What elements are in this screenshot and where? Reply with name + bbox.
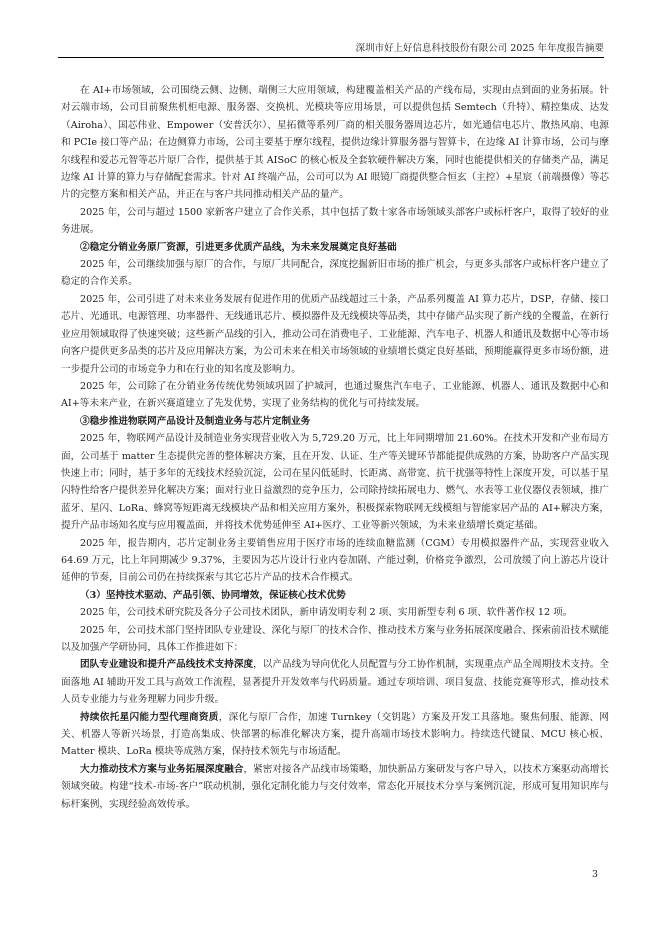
body-paragraph: 2025 年，公司与超过 1500 家新客户建立了合作关系，其中包括了数十家各市场领域头部客户或标杆客户，取得了较好的业务进展。: [61, 206, 609, 236]
page-number: 3: [592, 869, 598, 880]
lead-paragraph: [61, 709, 609, 761]
lead-body: ，紧密对接各产品线市场策略，加快新品方案研发与客户导入，以技术方案驱动高增长领域突破。构建“技术-市场-客户”联动机制，强化定制化能力与交付效率，常态化开展技术分享与案例沉淀，形成可复用知识库与标杆案例，实现经验高效传承。: [61, 763, 610, 810]
section-heading: ③稳步推进物联网产品设计及制造业务与芯片定制业务: [80, 415, 311, 427]
lead-phrase: 团队专业建设和提升产品线技术支持深度: [80, 659, 254, 671]
body-paragraph: 2025 年，公司引进了对未来业务发展有促进作用的优质产品线超过三十条，产品系列覆盖 AI 算力芯片，DSP，存储、接口芯片、光通讯、电源管理、功率器件、无线通讯芯片、模拟器件及无线模块等品类，其中存储产品实现了新产线的全覆盖，在新行业应用领域取得了快速突破；这些新产品线的引入，推动公司在消费电子、工业能源、汽车电子、机器人和通讯及数据中心等市场向客户提供更多品类的芯片及应用解决方案，为公司未来在相关市场领域的业绩增长奠定良好基础，预期能赢得更多市场份额，进一步提升公司的市场竞争力和在行业的知名度及影响力。: [61, 293, 609, 375]
body-paragraph: 2025 年，公司技术研究院及各分子公司技术团队，新申请发明专利 2 项、实用新型专利 6 项、软件著作权 12 项。: [80, 607, 573, 619]
body-paragraph: 2025 年，物联网产品设计及制造业务实现营业收入为 5,729.20 万元，比上年同期增加 21.60%。在技术开发和产业布局方面，公司基于 matter 生态提供完善的整体解决方案，且在开发、认证、生产等关键环节都能提供成熟的方案，协助客户产品实现快速上市；同时，基于多年的无线技术经验沉淀，公司在星闪低延时、长距离、高带宽、抗干扰强等特性上深度开发，可以基于星闪特性给客户提供差异化解决方案；面对行业日益激烈的竞争压力，公司除持续拓展电力、燃气、水表等工业仪器仪表领域，推广蓝牙、星闪、LoRa、蜂窝等短距离无线模块产品和相关应用方案外，积极探索物联网无线模组与智能家居产品的 AI+解决方案，提升产品市场知名度与应用覆盖面，并将技术优势延伸至 AI+医疗、工业等新兴领域，为未来业绩增长奠定基础。: [61, 433, 609, 532]
lead-paragraph: [61, 761, 609, 813]
lead-paragraph: [61, 656, 609, 708]
body-paragraph: 2025 年，公司除了在分销业务传统优势领域巩固了护城河，也通过聚焦汽车电子、工业能源、机器人、通讯及数据中心和 AI+等未来产业，在新兴赛道建立了先发优势，实现了业务结构的优化与可持续发展。: [61, 380, 609, 410]
header-title: 深圳市好上好信息科技股份有限公司 2025 年年度报告摘要: [355, 43, 604, 54]
body-paragraph: 2025 年，公司技术部门坚持团队专业建设、深化与原厂的技术合作、推动技术方案与业务拓展深度融合、探索前沿技术赋能以及加强产学研协同，具体工作推进如下：: [61, 624, 609, 653]
page-header: [58, 40, 604, 58]
body-paragraph: 2025 年，报告期内，芯片定制业务主要销售应用于医疗市场的连续血糖监测（CGM）专用模拟器件产品，实现营业收入 64.69 万元，比上年同期减少 9.37%，主要因为芯片设计行业内卷加剧、产能过剩，价格竞争激烈，公司放缓了向上游芯片设计延伸的节奏，目前公司仍在持续探索与其它芯片产品的技术合作模式。: [61, 537, 609, 584]
lead-body: ，深化与原厂合作，加速 Turnkey（交钥匙）方案及开发工具落地。聚焦伺服、能源、网关、机器人等新兴场景，打造高集成、快部署的标准化解决方案，提升高端市场技术影响力。持续迭代键鼠、MCU 核心板、Matter 模块、LoRa 模块等成熟方案，保持技术领先与市场适配。: [61, 711, 609, 758]
lead-body: ，以产品线为导向优化人员配置与分工协作机制，实现重点产品全周期技术支持。全面落地 AI 辅助开发工具与高效工作流程，显著提升开发效率与代码质量。通过专项培训、项目复盘、技能竞赛等形式，推动技术人员专业能力与业务理解力同步升级。: [61, 659, 610, 706]
lead-phrase: 大力推动技术方案与业务拓展深度融合: [80, 763, 244, 775]
main-content: [61, 82, 609, 813]
section-heading: ②稳定分销业务原厂资源，引进更多优质产品线，为未来发展奠定良好基础: [80, 241, 397, 253]
body-paragraph: 2025 年，公司继续加强与原厂的合作，与原厂共同配合，深度挖掘新旧市场的推广机会，与更多头部客户或标杆客户建立了稳定的合作关系。: [61, 259, 609, 288]
lead-phrase: 持续依托星闪能力型代理商资质: [80, 711, 219, 723]
body-paragraph: 在 AI+市场领域，公司围绕云侧、边侧、端侧三大应用领域，构建覆盖相关产品的产线布局，实现由点到面的业务拓展。针对云端市场，公司目前聚焦机柜电源、服务器、交换机、光模块等应用场景，可以提供包括 Semtech（升特）、精控集成、达发（Airoha）、国芯伟业、Empower（安普沃尔）、星拓微等系列厂商的相关服务器周边芯片，如光通信电芯片、散热风扇、电源和 PCIe 接口等产品；在边侧算力市场，公司主要基于摩尔线程，提供边缘计算服务器与智算卡，在边缘 AI 计算市场，公司与摩尔线程和爱芯元智等芯片原厂合作，提供基于其 AISoC 的核心板及全套软硬件解决方案，同时也能提供相关的存储类产品，满足边缘 AI 计算的算力与存储配套需求。针对 AI 终端产品，公司可以为 AI 眼镜厂商提供整合恒玄（主控）+星宸（前端摄像）等芯片的完整方案和相关产品，并正在与客户共同推动相关产品的量产。: [61, 85, 609, 201]
section-heading: （3）坚持技术驱动、产品引领、协同增效，保证核心技术优势: [80, 589, 346, 601]
